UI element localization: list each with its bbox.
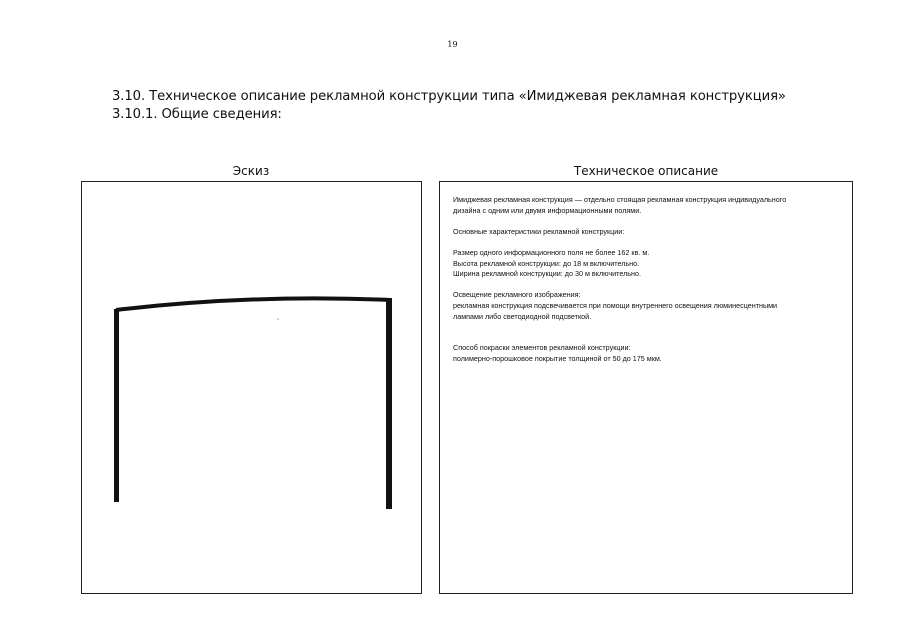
intro-line: дизайна с одним или двумя информационными полями. xyxy=(453,205,642,215)
description-text xyxy=(453,195,845,375)
characteristics-block xyxy=(453,248,845,280)
section-heading: 3.10. Техническое описание рекламной конструкции типа «Имиджевая рекламная конструкция» xyxy=(112,89,786,104)
sketch-panel xyxy=(81,181,422,594)
lighting-line: Освещение рекламного изображения: xyxy=(453,290,581,300)
sketch-left-post xyxy=(114,309,119,502)
description-panel-title: Техническое описание xyxy=(573,164,719,178)
intro-line: Имиджевая рекламная конструкция — отдельно стоящая рекламная конструкция индивидуального xyxy=(453,195,787,204)
sketch-top-beam xyxy=(116,298,390,310)
painting-block xyxy=(453,343,845,364)
intro-block xyxy=(453,195,845,216)
sketch-panel-title: Эскиз xyxy=(232,164,270,178)
painting-line: Способ покраски элементов рекламной конструкции: xyxy=(453,343,631,353)
characteristic-line: Ширина рекламной конструкции: до 30 м включительно. xyxy=(453,269,642,279)
lighting-line: рекламная конструкция подсвечивается при помощи внутреннего освещения люминесцентными xyxy=(453,300,778,310)
characteristics-title-block xyxy=(453,227,845,238)
sketch-right-post xyxy=(386,298,392,509)
description-panel xyxy=(439,181,853,594)
lighting-block xyxy=(453,290,845,322)
sketch-dot xyxy=(277,318,278,319)
subsection-heading: 3.10.1. Общие сведения: xyxy=(112,107,282,122)
painting-line: полимерно-порошковое покрытие толщиной от 50 до 175 мкм. xyxy=(453,353,662,363)
lighting-line: лампами либо светодиодной подсветкой. xyxy=(453,311,592,321)
sketch-drawing xyxy=(82,182,421,593)
characteristic-line: Размер одного информационного поля не более 162 кв. м. xyxy=(453,247,650,257)
page-number: 19 xyxy=(447,40,458,49)
characteristics-title: Основные характеристики рекламной конструкции: xyxy=(453,226,625,236)
characteristic-line: Высота рекламной конструкции: до 18 м включительно. xyxy=(453,258,640,268)
